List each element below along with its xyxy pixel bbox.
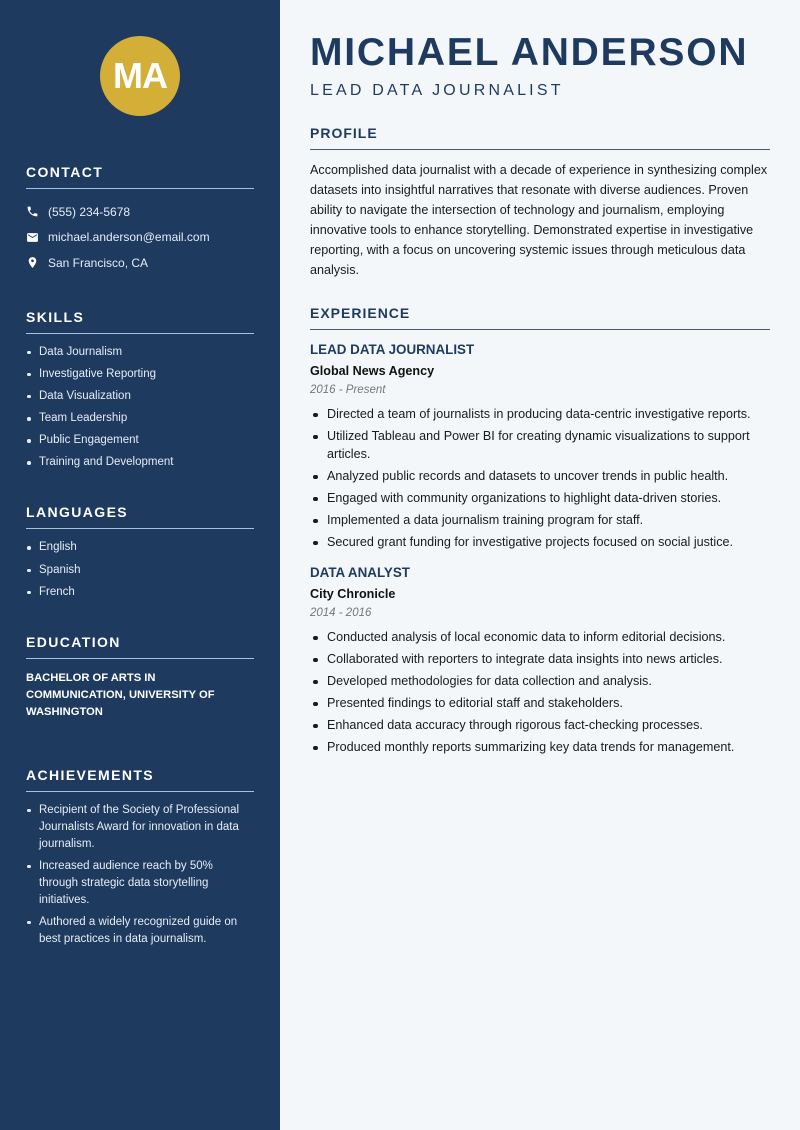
skill-item: Training and Development — [26, 454, 254, 471]
job-title: LEAD DATA JOURNALIST — [310, 342, 475, 357]
language-item: French — [26, 584, 254, 601]
languages-heading: LANGUAGES — [26, 504, 254, 529]
skill-item: Team Leadership — [26, 410, 254, 427]
achievement-item: Increased audience reach by 50% through strategic data storytelling initiatives. — [26, 858, 254, 909]
job-title: DATA ANALYST — [310, 565, 410, 580]
skill-item: Data Visualization — [26, 388, 254, 405]
skills-section — [26, 309, 254, 472]
achievements-section — [26, 767, 254, 948]
phone-icon — [26, 205, 39, 218]
job-bullet: Engaged with community organizations to highlight data-driven stories. — [310, 489, 770, 507]
achievement-item: Authored a widely recognized guide on best practices in data journalism. — [26, 914, 254, 948]
job-bullet: Developed methodologies for data collection and analysis. — [310, 672, 770, 690]
job-dates: 2016 - Present — [310, 384, 386, 396]
achievement-item: Recipient of the Society of Professional Journalists Award for innovation in data journalism. — [26, 802, 254, 853]
language-item: Spanish — [26, 562, 254, 579]
job-bullets — [310, 628, 770, 756]
location-pin-icon — [26, 256, 39, 269]
contact-email — [26, 225, 254, 251]
job-bullet: Presented findings to editorial staff and stakeholders. — [310, 694, 770, 712]
skills-list — [26, 344, 254, 472]
resume-header — [310, 30, 770, 100]
skill-item: Data Journalism — [26, 344, 254, 361]
main-content — [280, 0, 800, 1130]
job-company: Global News Agency — [310, 364, 435, 378]
avatar-initials: MA — [113, 55, 167, 96]
contact-location — [26, 250, 254, 276]
job-company: City Chronicle — [310, 587, 396, 601]
experience-section — [310, 305, 770, 756]
achievements-heading: ACHIEVEMENTS — [26, 767, 254, 792]
experience-heading: EXPERIENCE — [310, 305, 770, 330]
job-bullet: Analyzed public records and datasets to uncover trends in public health. — [310, 467, 770, 485]
candidate-title: LEAD DATA JOURNALIST — [310, 82, 564, 99]
job-entry — [310, 565, 770, 756]
email-icon — [26, 231, 39, 244]
job-bullet: Produced monthly reports summarizing key data trends for management. — [310, 738, 770, 756]
job-bullet: Enhanced data accuracy through rigorous fact-checking processes. — [310, 716, 770, 734]
job-bullet: Directed a team of journalists in producing data-centric investigative reports. — [310, 405, 770, 423]
job-bullet: Conducted analysis of local economic data to inform editorial decisions. — [310, 628, 770, 646]
job-dates: 2014 - 2016 — [310, 607, 372, 619]
profile-heading: PROFILE — [310, 125, 770, 150]
phone-text: (555) 234-5678 — [48, 204, 131, 219]
skill-item: Investigative Reporting — [26, 366, 254, 383]
contact-phone — [26, 199, 254, 225]
languages-section — [26, 504, 254, 600]
contact-list — [26, 199, 254, 276]
avatar — [100, 36, 180, 116]
sidebar — [0, 0, 280, 1130]
education-degree: BACHELOR OF ARTS IN COMMUNICATION, UNIVERSITY OF WASHINGTON — [26, 671, 215, 719]
contact-section — [26, 164, 254, 276]
job-bullet: Secured grant funding for investigative projects focused on social justice. — [310, 533, 770, 551]
profile-text: Accomplished data journalist with a decade of experience in synthesizing complex datasets into insightful narratives that resonate with diverse audiences. Proven ability to navigate the intersection of technology and journalism, employing innovative tools to enhance storytelling. Demonstrated expertise in investigative reporting, with a focus on uncovering systemic issues through meticulous data analysis. — [310, 163, 768, 277]
achievements-list — [26, 802, 254, 948]
job-bullet: Collaborated with reporters to integrate data insights into news articles. — [310, 650, 770, 668]
candidate-name: MICHAEL ANDERSON — [310, 31, 749, 74]
job-bullet: Utilized Tableau and Power BI for creating dynamic visualizations to support articles. — [310, 427, 770, 463]
contact-heading: CONTACT — [26, 164, 254, 189]
profile-section — [310, 125, 770, 280]
skills-heading: SKILLS — [26, 309, 254, 334]
languages-list — [26, 539, 254, 600]
job-bullets — [310, 405, 770, 551]
education-heading: EDUCATION — [26, 634, 254, 659]
skill-item: Public Engagement — [26, 432, 254, 449]
email-text: michael.anderson@email.com — [48, 230, 210, 245]
language-item: English — [26, 539, 254, 556]
job-bullet: Implemented a data journalism training program for staff. — [310, 511, 770, 529]
location-text: San Francisco, CA — [48, 255, 149, 270]
education-section — [26, 634, 254, 722]
job-entry — [310, 342, 770, 551]
